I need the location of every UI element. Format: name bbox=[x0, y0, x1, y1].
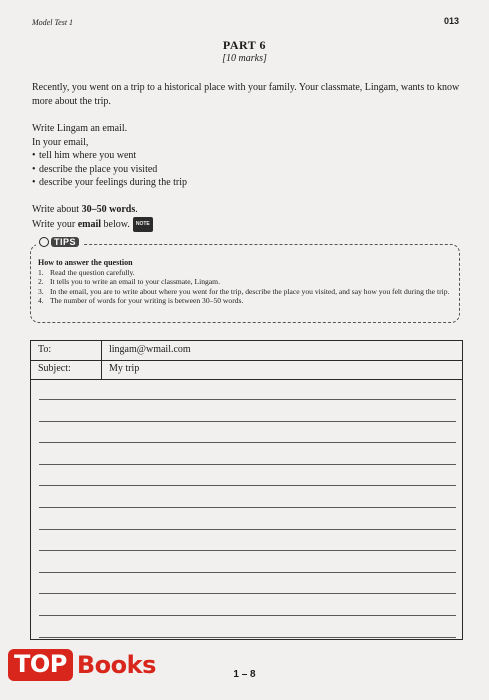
instruction-bullet: • tell him where you went bbox=[32, 149, 452, 163]
topbooks-logo bbox=[8, 645, 156, 685]
instruction-line: Write Lingam an email. bbox=[32, 123, 128, 134]
header-page-number: 013 bbox=[443, 16, 459, 26]
writing-line bbox=[39, 507, 456, 508]
part-title: PART 6 bbox=[222, 38, 267, 52]
tip-item: 3. In the email, you are to write about where you went for the trip, describe the place you visited, and say how you felt during the trip. bbox=[38, 286, 450, 296]
writing-line bbox=[39, 485, 456, 486]
instructions bbox=[32, 122, 452, 190]
email-to-row bbox=[31, 341, 462, 361]
to-value: lingam@wmail.com bbox=[109, 344, 191, 355]
logo-top-mark: TOP bbox=[8, 649, 73, 681]
note-badge: NOTE bbox=[133, 217, 153, 233]
word-count: 30–50 words bbox=[81, 204, 136, 215]
writing-line bbox=[39, 637, 456, 638]
footer-page-number: 1 – 8 bbox=[233, 669, 256, 680]
tip-item: 1. Read the question carefully. bbox=[38, 268, 135, 277]
email-subject-row bbox=[31, 360, 462, 380]
intro-paragraph: Recently, you went on a trip to a historical place with your family. Your classmate, Lingam, wants to know more about the trip. bbox=[32, 82, 460, 107]
writing-line bbox=[39, 550, 456, 551]
writing-line bbox=[39, 529, 456, 530]
to-label: To: bbox=[38, 344, 52, 355]
instruction-line: In your email, bbox=[32, 136, 89, 148]
instruction-bullet: • describe your feelings during the trip bbox=[32, 176, 452, 190]
writing-line bbox=[39, 464, 456, 465]
email-answer-box bbox=[30, 340, 463, 640]
subject-label: Subject: bbox=[38, 363, 71, 374]
subject-value: My trip bbox=[109, 363, 140, 374]
writing-line bbox=[39, 399, 456, 400]
word-count-instruction: Write about 30–50 words. Write your email below. NOTE bbox=[32, 203, 452, 232]
writing-line bbox=[39, 572, 456, 573]
instruction-bullet: • describe the place you visited bbox=[32, 163, 452, 177]
writing-line bbox=[39, 593, 456, 594]
writing-line bbox=[39, 442, 456, 443]
header-test-name: Model Test 1 bbox=[32, 18, 74, 27]
tips-heading: How to answer the question bbox=[38, 258, 133, 267]
tip-item: 4. The number of words for your writing is between 30–50 words. bbox=[38, 295, 244, 305]
tips-tag: TIPS bbox=[36, 237, 82, 247]
marks-label: [10 marks] bbox=[222, 53, 267, 64]
lightbulb-icon bbox=[39, 237, 49, 247]
writing-line bbox=[39, 615, 456, 616]
writing-line bbox=[39, 421, 456, 422]
tip-item: 2. It tells you to write an email to your classmate, Lingam. bbox=[38, 277, 220, 287]
tips-list bbox=[38, 268, 450, 305]
logo-books-text: Books bbox=[76, 651, 156, 679]
